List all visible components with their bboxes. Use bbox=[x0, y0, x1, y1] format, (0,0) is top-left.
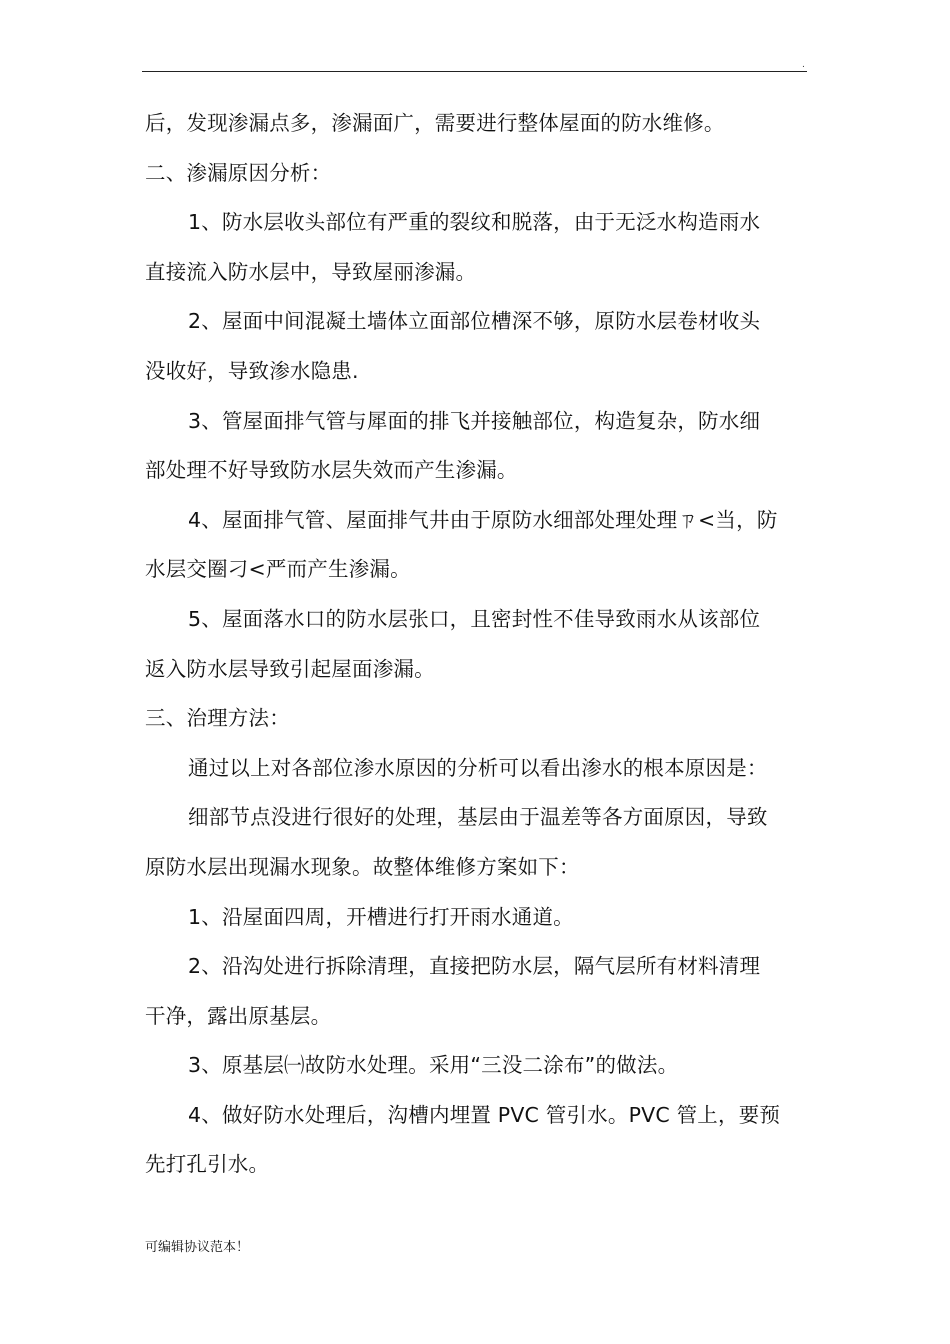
text-line: 2、沿沟处进行拆除清理，直接把防水层，隔气层所有材料清理 bbox=[188, 954, 761, 979]
text-line: 先打孔引水。 bbox=[145, 1152, 270, 1177]
text-line: 4、做好防水处理后，沟槽内埋置 PVC 管引水。PVC 管上，要预 bbox=[188, 1102, 781, 1127]
text-line: 后，发现渗漏点多，渗漏面广，需要进行整体屋面的防水维修。 bbox=[145, 111, 725, 135]
text-line: 5、屋面落水口的防水层张口，且密封性不佳导致雨水从该部位 bbox=[188, 606, 761, 631]
text-line: 4、屋面排气管、屋面排气井由于原防水细部处理处理ㄗ<当，防 bbox=[188, 507, 778, 532]
section-heading: 三、治理方法： bbox=[145, 706, 290, 731]
text-line: 部处理不好导致防水层失效而产生渗漏。 bbox=[145, 458, 518, 483]
section-heading: 二、渗漏原因分析： bbox=[145, 160, 332, 185]
text-line: 干净，露出原基层。 bbox=[145, 1003, 332, 1028]
text-line: 没收好，导致渗水隐患. bbox=[145, 358, 359, 383]
text-line: 水层交圈刁<严而产生渗漏。 bbox=[145, 557, 411, 582]
text-line: 通过以上对各部位渗水原因的分析可以看出渗水的根本原因是： bbox=[188, 755, 768, 780]
text-line: 直接流入防水层中，导致屋丽渗漏。 bbox=[145, 259, 477, 284]
text-line: 原防水层出现漏水现象。故整体维修方案如下： bbox=[145, 854, 580, 879]
footer-text: 可编辑协议范本！ bbox=[145, 1240, 250, 1255]
text-line: 1、沿屋面四周，开槽进行打开雨水通道。 bbox=[188, 904, 574, 929]
text-line: 3、管屋面排气管与犀面的排飞并接触部位，构造复杂，防水细 bbox=[188, 408, 761, 433]
header-mark: . bbox=[802, 60, 805, 70]
text-line: 3、原基层㈠故防水处理。采用“三没二涂布”的做法。 bbox=[188, 1053, 679, 1078]
text-line: 1、防水层收头部位有严重的裂纹和脱落，由于无泛水构造雨水 bbox=[188, 210, 761, 235]
text-line: 细部节点没进行很好的处理，基层由于温差等各方面原因，导致 bbox=[188, 805, 768, 830]
text-line: 返入防水层导致引起屋面渗漏。 bbox=[145, 656, 435, 681]
header-rule bbox=[142, 71, 807, 72]
document-body bbox=[145, 99, 815, 1190]
text-line: 2、屋面中间混凝土墙体立面部位槽深不够，原防水层卷材收头 bbox=[188, 309, 761, 334]
